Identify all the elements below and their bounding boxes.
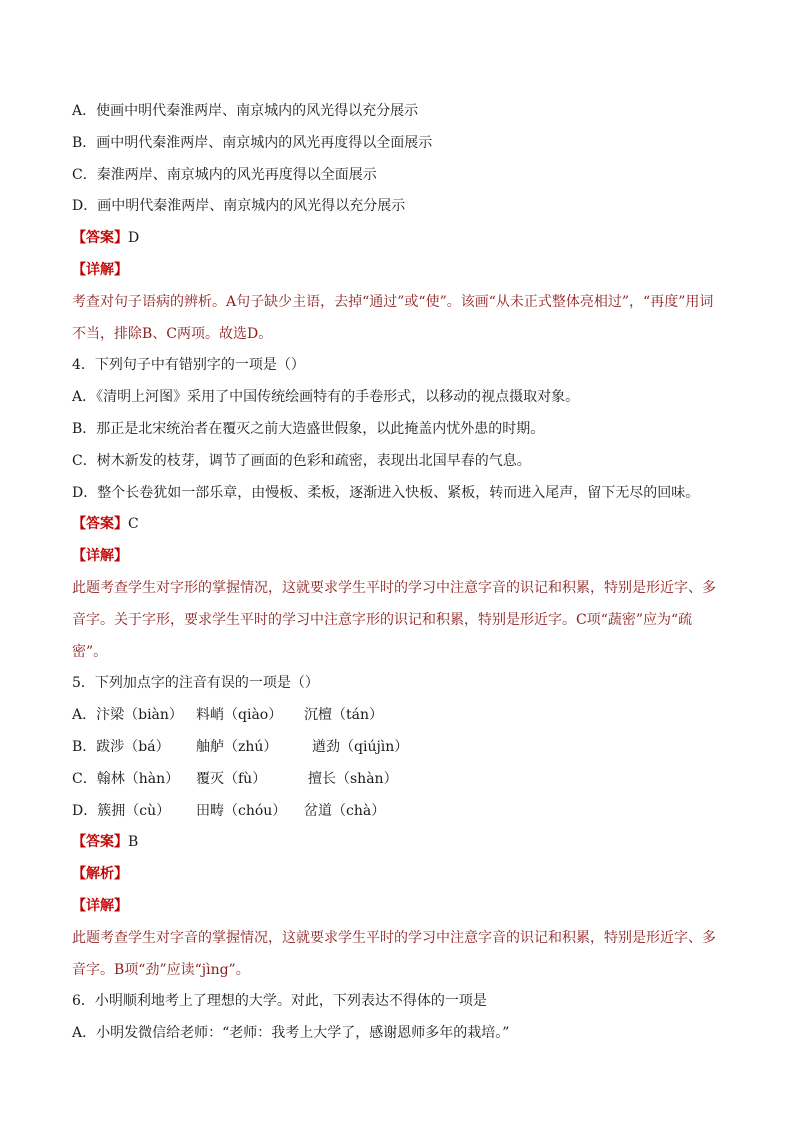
q5-row-d-3: 岔道（chà） (304, 802, 386, 819)
q4-detail-heading (72, 541, 724, 573)
q5-row-a-2: 料峭（qiào） (196, 707, 283, 724)
q3-answer-label: 答案 (86, 230, 114, 247)
q5-row-b (72, 732, 724, 764)
bracket-left: 【 (72, 866, 86, 883)
q5-row-b-1: B．跋涉（bá） (72, 738, 170, 755)
q5-row-a-3: 沉檀（tán） (304, 707, 383, 724)
q5-row-d-2: 田畴（chóu） (196, 802, 287, 819)
q3-option-a: A．使画中明代秦淮两岸、南京城内的风光得以充分展示 (72, 103, 419, 119)
q4-detail-label: 详解 (86, 548, 114, 565)
bracket-left: 【 (72, 230, 86, 247)
bracket-left: 【 (72, 834, 86, 851)
bracket-left: 【 (72, 548, 86, 565)
document-page (72, 96, 724, 1050)
q4-option-b: B．那正是北宋统治者在覆灭之前大造盛世假象，以此掩盖内忧外患的时期。 (72, 420, 545, 437)
q4-answer-value: C (128, 516, 139, 533)
q3-option-d: D．画中明代秦淮两岸、南京城内的风光得以充分展示 (72, 198, 406, 215)
q5-row-d-1: D．簇拥（cù） (72, 802, 171, 819)
q6-option-a: A．小明发微信给老师：“老师：我考上大学了，感谢恩师多年的栽培。” (72, 1025, 510, 1042)
bracket-right: 】 (114, 548, 128, 565)
q5-row-c-1: C．翰林（hàn） (72, 770, 180, 787)
q4-option-a: A．《清明上河图》采用了中国传统绘画特有的手卷形式，以移动的视点摄取对象。 (72, 389, 580, 406)
q5-row-a (72, 700, 724, 732)
q3-answer-value: D (128, 230, 140, 247)
q5-answer (72, 827, 724, 859)
q5-analysis-label: 解析 (86, 866, 114, 883)
q3-option-c: C．秦淮两岸、南京城内的风光再度得以全面展示 (72, 166, 377, 183)
q5-detail-text: 此题考查学生对字音的掌握情况，这就要求学生平时的学习中注意字音的识记和积累，特别是形近字、多音字。B项“劲”应读“jìng”。 (72, 929, 716, 978)
q4-option-d: D．整个长卷犹如一部乐章，由慢板、柔板，逐渐进入快板、紧板，转而进入尾声，留下无尽的回味。 (72, 484, 700, 501)
q5-stem: 5．下列加点字的注音有误的一项是（） (72, 675, 319, 692)
q5-row-c-2: 覆灭（fù） (196, 770, 267, 787)
q4-stem: 4．下列句子中有错别字的一项是（） (72, 357, 305, 374)
bracket-right: 】 (114, 230, 128, 247)
q6-stem: 6．小明顺利地考上了理想的大学。对此，下列表达不得体的一项是 (72, 993, 487, 1010)
bracket-right: 】 (114, 834, 128, 851)
q5-row-a-1: A．汴梁（biàn） (72, 707, 183, 724)
bracket-left: 【 (72, 261, 86, 278)
q5-row-b-3: 遒劲（qiújìn） (312, 738, 409, 755)
bracket-right: 】 (114, 866, 128, 883)
bracket-right: 】 (114, 261, 128, 278)
q4-answer-label: 答案 (86, 516, 114, 533)
q5-detail-label: 详解 (86, 897, 114, 914)
q5-answer-value: B (128, 834, 139, 851)
q4-detail-text: 此题考查学生对字形的掌握情况，这就要求学生平时的学习中注意字音的识记和积累，特别是形近字、多音字。关于字形，要求学生平时的学习中注意字形的识记和积累，特别是形近字。C项“蔬密”应为“疏密”。 (72, 579, 716, 660)
q3-detail-text: 考查对句子语病的辨析。A句子缺少主语，去掉“通过”或“使”。该画“从未正式整体亮相过”，“再度”用词不当，排除B、C两项。故选D。 (72, 293, 714, 342)
q5-analysis-heading (72, 859, 724, 891)
q5-row-c-3: 擅长（shàn） (308, 770, 398, 787)
bracket-left: 【 (72, 516, 86, 533)
q5-detail-heading (72, 891, 724, 923)
q3-option-b: B．画中明代秦淮两岸、南京城内的风光再度得以全面展示 (72, 134, 433, 151)
q5-answer-label: 答案 (86, 834, 114, 851)
q4-answer (72, 509, 724, 541)
q3-detail-label: 详解 (86, 261, 114, 278)
q3-answer (72, 223, 724, 255)
bracket-left: 【 (72, 897, 86, 914)
bracket-right: 】 (114, 516, 128, 533)
q3-detail-heading (72, 255, 724, 287)
q4-option-c: C．树木新发的枝芽，调节了画面的色彩和疏密，表现出北国早春的气息。 (72, 452, 531, 469)
q5-row-d (72, 796, 724, 828)
q5-row-c (72, 764, 724, 796)
q5-row-b-2: 舳舻（zhú） (196, 738, 278, 755)
bracket-right: 】 (114, 897, 128, 914)
